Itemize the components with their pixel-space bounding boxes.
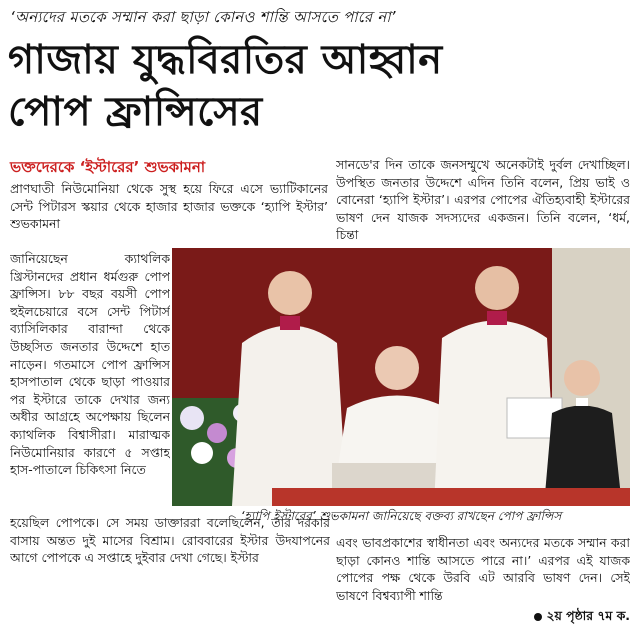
continued-label: ২য় পৃষ্ঠার ৭ম ক. [546, 608, 630, 623]
photo-caption: ‘হ্যাপি ইস্টারের’ শুভকামনা জানিয়েছে বক্তব্য রাখছেন পোপ ফ্রান্সিস [240, 509, 562, 523]
bullet-icon [534, 613, 542, 621]
news-photo [172, 248, 630, 506]
continued-note [500, 608, 630, 628]
headline-line-1: গাজায় যুদ্ধবিরতির আহ্বান [8, 37, 443, 83]
body-right-top: সানডে'র দিন তাকে জনসম্মুখে অনেকটাই দুর্বল দেখাচ্ছিল। উপস্থিত জনতার উদ্দেশে এদিন তিনি বলেন, প্রিয় ভাই ও বোনেরা ‘হ্যাপি ইস্টার’। এরপর পোপের ঐতিহ্যবাহী ইস্টারের ভাষণ দেন যাজক সদস্যদের একজন। তিনি বলেন, ‘ধর্ম, চিন্তা [336, 157, 630, 243]
body-right-bottom: এবং ভাবপ্রকাশের স্বাধীনতা এবং অন্যদের মতকে সম্মান করা ছাড়া কোনও শান্তি আসতে পারে না।’ এরপর এই যাজক পোপের পক্ষ থেকে উরবি এট আরবি ভাষণ দেন। সেই ভাষণে বিশ্বব্যাপী শান্তি [336, 535, 630, 603]
headline-line-2: পোপ ফ্রান্সিসের [8, 89, 263, 135]
body-left-bottom: হয়েছিল পোপকে। সে সময় ডাক্তাররা বলেছিলেন, তার দরকার বাসায় অন্তত দুই মাসের বিশ্রাম। রোববারের ইস্টার উদযাপনের আগে পোপকে এ সপ্তাহে দুইবার দেখা গেছে। ইস্টার [10, 515, 330, 566]
balcony-rail [272, 488, 630, 506]
subhead: ভক্তদেরকে ‘ইস্টারের’ শুভকামনা [10, 158, 206, 176]
photo-illustration [172, 248, 630, 506]
body-left-top: প্রাণঘাতী নিউমোনিয়া থেকে সুস্থ হয়ে ফিরে এসে ভ্যাটিকানের সেন্ট পিটারস স্কয়ার থেকে হাজার হাজার ভক্তকে ‘হ্যাপি ইস্টার’ শুভকামনা [10, 181, 328, 232]
body-left-wrap: জানিয়েছেন ক্যাথলিক খ্রিস্টানদের প্রধান ধর্মগুরু পোপ ফ্রান্সিস। ৮৮ বছর বয়সী পোপ হুইলচেয়ারে বসে সেন্ট পিটার্স ব্যাসিলিকার বারান্দা থেকে উচ্ছসিত জনতার উদ্দেশে হাত নাড়েন। গতমাসে পোপ ফ্রান্সিস হাসপাতাল থেকে ছাড়া পাওয়ার পর ইস্টারে তাকে দেখার জন্য অধীর আগ্রহে অপেক্ষায় ছিলেন ক্যাথলিক বিশ্বাসীরা। মারাত্মক নিউমোনিয়ার কারণে ৫ সপ্তাহ হাস-পাতালে চিকিৎসা নিতে [10, 251, 170, 478]
headline [8, 34, 632, 138]
kicker-quote: ‘অন্যদের মতকে সম্মান করা ছাড়া কোনও শান্তি আসতে পারে না’ [10, 8, 396, 26]
